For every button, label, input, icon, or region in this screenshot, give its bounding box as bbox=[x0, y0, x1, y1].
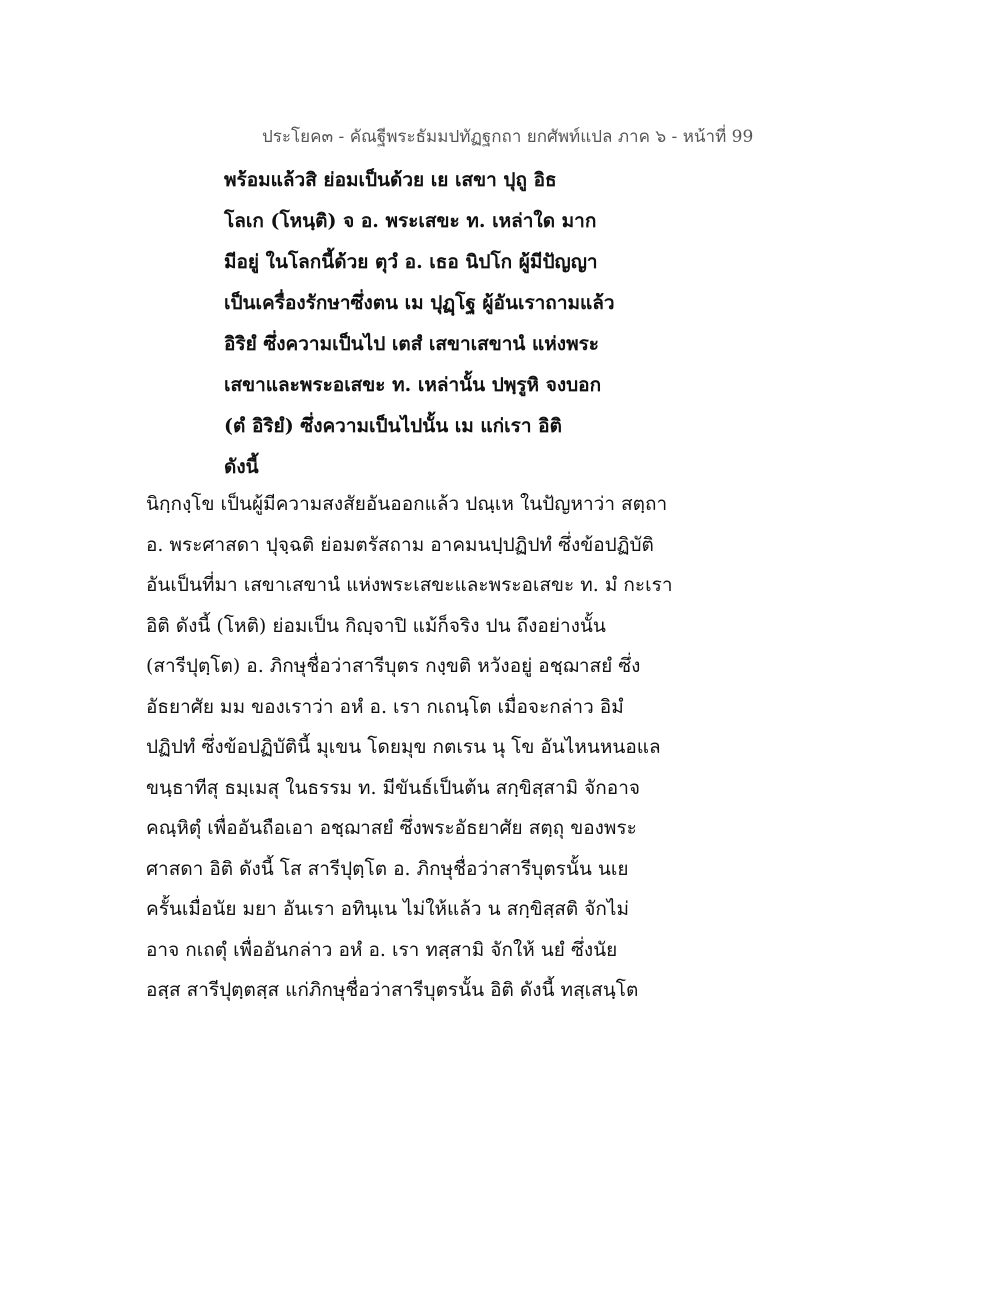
body-text-block bbox=[146, 484, 966, 1011]
body-line: อันเป็นที่มา เสขาเสขานํ แห่งพระเสขะและพระอเสขะ ท. มํ กะเรา bbox=[146, 574, 673, 596]
body-line: ปฏิปทํ ซึ่งข้อปฏิบัตินี้ มุเขน โดยมุข กตเรน นุ โข อันไหนหนอแล bbox=[146, 736, 661, 758]
body-line: ศาสดา อิติ ดังนี้ โส สารีปุตฺโต อ. ภิกษุชื่อว่าสารีบุตรนั้น นเย bbox=[146, 857, 629, 880]
bold-line: เสขาและพระอเสขะ ท. เหล่านั้น ปพฺรูหิ จงบอก bbox=[224, 374, 602, 396]
page-header: ประโยค๓ - คัณฐีพระธัมมปทัฏฐกถา ยกศัพท์แปล ภาค ๖ - หน้าที่ 99 bbox=[262, 127, 754, 147]
body-line: อ. พระศาสดา ปุจฺฉติ ย่อมตรัสถาม อาคมนปฺปฏิปทํ ซึ่งข้อปฏิบัติ bbox=[146, 533, 654, 556]
bold-line: โลเก (โหนฺติ) จ อ. พระเสขะ ท. เหล่าใด มาก bbox=[224, 210, 597, 232]
bold-translation-block bbox=[224, 160, 744, 488]
body-line: ขนฺธาทีสุ ธมฺเมสุ ในธรรม ท. มีขันธ์เป็นต้น สกฺขิสฺสามิ จักอาจ bbox=[146, 776, 640, 799]
body-line: คณฺหิตุํ เพื่ออันถือเอา อชฺฌาสยํ ซึ่งพระอัธยาศัย สตฺถุ ของพระ bbox=[146, 817, 637, 839]
body-line: อสฺส สารีปุตฺตสฺส แก่ภิกษุชื่อว่าสารีบุตรนั้น อิติ ดังนี้ ทสฺเสนฺโต bbox=[146, 979, 639, 1001]
body-line: อาจ กเถตุํ เพื่ออันกล่าว อหํ อ. เรา ทสฺสามิ จักให้ นยํ ซึ่งนัย bbox=[146, 938, 618, 961]
body-line: อิติ ดังนี้ (โหติ) ย่อมเป็น กิญฺจาปิ แม้ก็จริง ปน ถึงอย่างนั้น bbox=[146, 614, 606, 637]
body-line: (สารีปุตฺโต) อ. ภิกษุชื่อว่าสารีบุตร กงฺขติ หวังอยู่ อชฺฌาสยํ ซึ่ง bbox=[146, 655, 641, 677]
bold-line: (ตํ อิริยํ) ซึ่งความเป็นไปนั้น เม แก่เรา อิติ bbox=[224, 415, 562, 437]
bold-line: พร้อมแล้วสิ ย่อมเป็นด้วย เย เสขา ปุถู อิธ bbox=[224, 169, 557, 191]
bold-line: เป็นเครื่องรักษาซึ่งตน เม ปุฏฺโฐ ผู้อันเราถามแล้ว bbox=[224, 292, 615, 314]
body-line: ครั้นเมื่อนัย มยา อันเรา อทินฺเน ไม่ให้แล้ว น สกฺขิสฺสติ จักไม่ bbox=[146, 898, 629, 920]
body-line: นิกฺกงฺโข เป็นผู้มีความสงสัยอันออกแล้ว ปณฺเห ในปัญหาว่า สตฺถา bbox=[146, 493, 668, 515]
body-line: อัธยาศัย มม ของเราว่า อหํ อ. เรา กเถนฺโต เมื่อจะกล่าว อิมํ bbox=[146, 695, 624, 718]
bold-line: ดังนี้ bbox=[224, 456, 259, 478]
bold-line: อิริยํ ซึ่งความเป็นไป เตสํ เสขาเสขานํ แห่งพระ bbox=[224, 333, 600, 355]
bold-line: มีอยู่ ในโลกนี้ด้วย ตุวํ อ. เธอ นิปโก ผู้มีปัญญา bbox=[224, 251, 598, 273]
